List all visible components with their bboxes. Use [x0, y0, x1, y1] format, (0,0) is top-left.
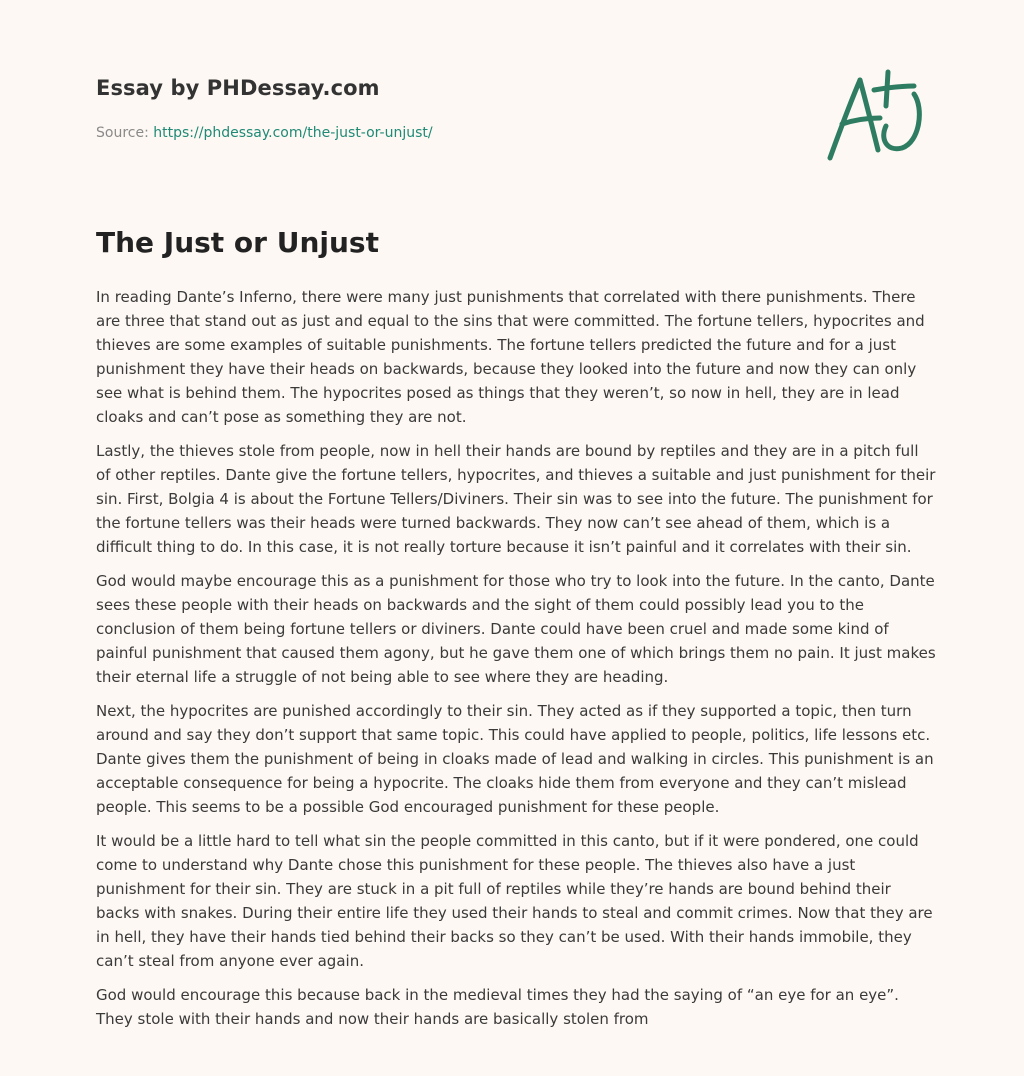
essay-paragraph: Lastly, the thieves stole from people, now in hell their hands are bound by reptiles and they are in a pitch full of other reptiles. Dante give the fortune tellers, hypocrites, and thieves a suitable and just punishment for their sin. First, Bolgia 4 is about the Fortune Tellers/Diviners. Their sin was to see into the future. The punishment for the fortune tellers was their heads were turned backwards. They now can’t see ahead of them, which is a difficult thing to do. In this case, it is not really torture because it isn’t painful and it correlates with their sin. [96, 442, 936, 556]
source-link[interactable]: https://phdessay.com/the-just-or-unjust/ [153, 125, 433, 141]
site-title: Essay by PHDessay.com [96, 76, 380, 100]
source-line [96, 125, 433, 141]
a-plus-grade-icon [820, 66, 930, 166]
source-label: Source: [96, 125, 154, 141]
essay-paragraph: God would maybe encourage this as a punishment for those who try to look into the future. In the canto, Dante sees these people with their heads on backwards and the sight of them could possibly lead you to the conclusion of them being fortune tellers or diviners. Dante could have been cruel and made some kind of painful punishment that caused them agony, but he gave them one of which brings them no pain. It just makes their eternal life a struggle of not being able to see where they are heading. [96, 572, 936, 686]
essay-paragraph: God would encourage this because back in the medieval times they had the saying of “an eye for an eye”. They stole with their hands and now their hands are basically stolen from [96, 986, 899, 1028]
essay-title: The Just or Unjust [96, 226, 379, 259]
essay-body [96, 285, 936, 1041]
essay-paragraph: In reading Dante’s Inferno, there were many just punishments that correlated with there punishments. There are three that stand out as just and equal to the sins that were committed. The fortune tellers, hypocrites and thieves are some examples of suitable punishments. The fortune tellers predicted the future and for a just punishment they have their heads on backwards, because they looked into the future and now they can only see what is behind them. The hypocrites posed as things that they weren’t, so now in hell, they are in lead cloaks and can’t pose as something they are not. [96, 288, 925, 426]
essay-paragraph: It would be a little hard to tell what sin the people committed in this canto, but if it were pondered, one could come to understand why Dante chose this punishment for these people. The thieves also have a just punishment for their sin. They are stuck in a pit full of reptiles while they’re hands are bound behind their backs with snakes. During their entire life they used their hands to steal and commit crimes. Now that they are in hell, they have their hands tied behind their backs so they can’t be used. With their hands immobile, they can’t steal from anyone ever again. [96, 832, 933, 970]
essay-paragraph: Next, the hypocrites are punished accordingly to their sin. They acted as if they supported a topic, then turn around and say they don’t support that same topic. This could have applied to people, politics, life lessons etc. Dante gives them the punishment of being in cloaks made of lead and walking in circles. This punishment is an acceptable consequence for being a hypocrite. The cloaks hide them from everyone and they can’t mislead people. This seems to be a possible God encouraged punishment for these people. [96, 702, 934, 816]
